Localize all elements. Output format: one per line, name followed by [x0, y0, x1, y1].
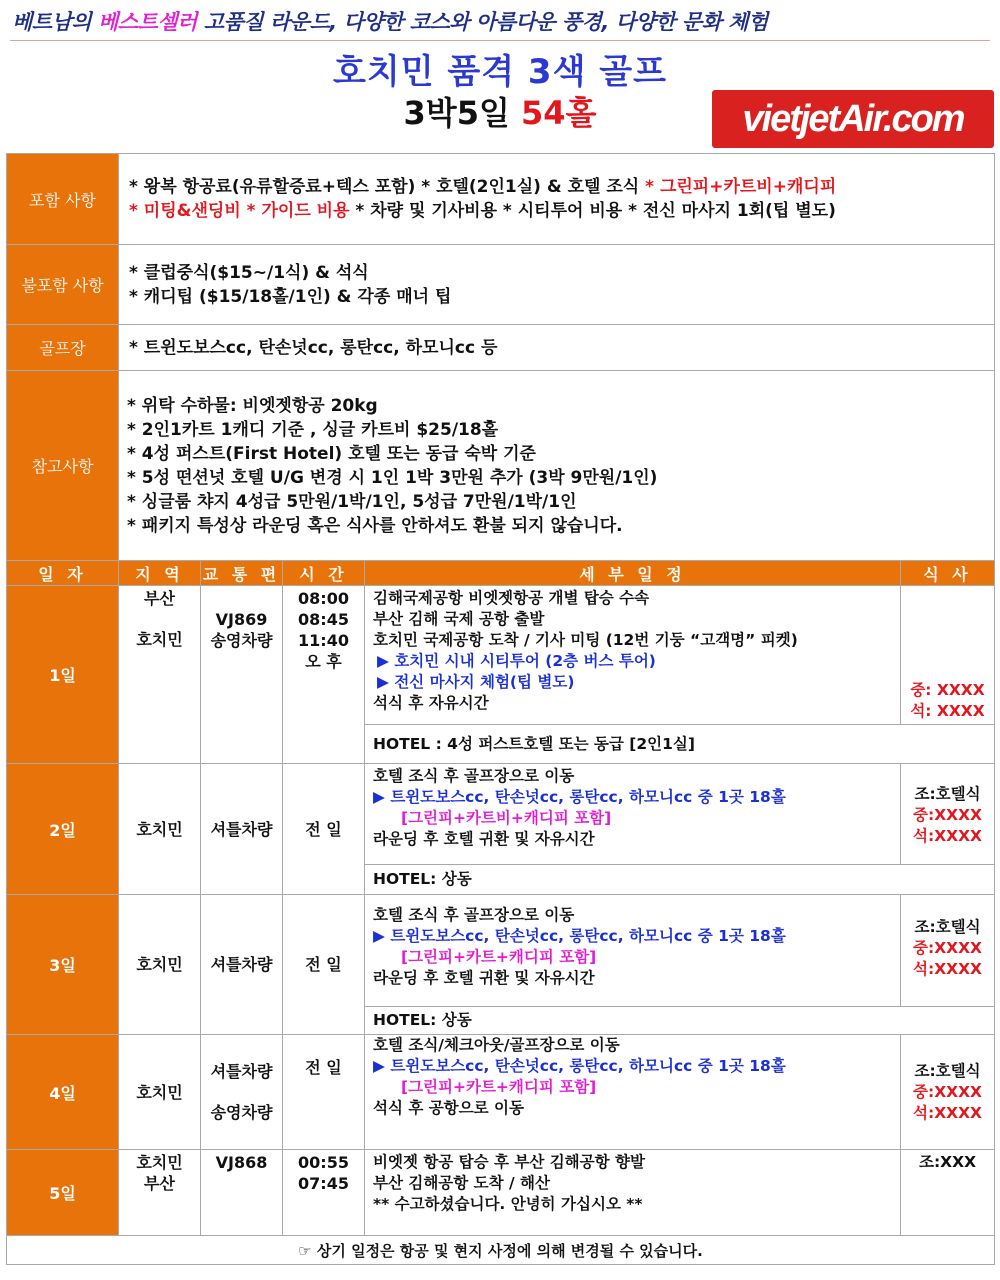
header-divider — [10, 40, 990, 41]
note-item: * 2인1카트 1캐디 기준 , 싱글 카트비 $25/18홀 — [127, 419, 499, 440]
day5-meals — [901, 1150, 995, 1236]
day2-detail-included: [그린피+카트비+캐디피 포함] — [401, 809, 612, 827]
day5-detail-line: 부산 김해공항 도착 / 해산 — [373, 1174, 550, 1192]
included-text-1: * 왕복 항공료(유류할증료+텍스 포함) * 호텔(2인1실) & 호텔 조식 — [129, 177, 646, 197]
day4-meal-breakfast: 조:호텔식 — [914, 1061, 981, 1080]
day4-time: 전 일 — [283, 1035, 365, 1150]
day3-label: 3일 — [7, 895, 119, 1035]
day4-transport — [201, 1035, 283, 1150]
day2-detail-line: 호텔 조식 후 골프장으로 이동 — [373, 767, 575, 785]
day4-region: 호치민 — [119, 1035, 201, 1150]
day1-meals — [901, 586, 995, 725]
notes-content — [119, 371, 995, 561]
itinerary-table — [6, 153, 995, 1265]
included-text-1-red: * 그린피+카트비+캐디피 — [645, 177, 837, 197]
day4-detail-line: 호텔 조식/체크아웃/골프장으로 이동 — [373, 1036, 620, 1054]
day1-region — [119, 586, 201, 764]
day4-transport-2: 송영차량 — [210, 1103, 273, 1122]
note-item: * 4성 퍼스트(First Hotel) 호텔 또는 동급 숙박 기준 — [127, 443, 536, 464]
info-row-included — [7, 154, 995, 245]
day1-time: 11:40 — [298, 631, 349, 650]
day3-region: 호치민 — [119, 895, 201, 1035]
day1-detail-line: 석식 후 자유시간 — [373, 694, 489, 712]
day3-meal-dinner: 석:XXXX — [913, 960, 983, 978]
excluded-content — [119, 245, 995, 325]
day5-region-1: 호치민 — [136, 1153, 183, 1172]
day1-details — [365, 586, 901, 725]
day4-transport-1: 셔틀차량 — [210, 1062, 273, 1081]
included-text-2: * 차량 및 기사비용 * 시티투어 비용 * 전신 마사지 1회(팁 별도) — [349, 201, 836, 221]
day5-times — [283, 1150, 365, 1236]
header-day: 일 자 — [7, 561, 119, 586]
day5-label: 5일 — [7, 1150, 119, 1236]
included-content — [119, 154, 995, 245]
included-label: 포함 사항 — [7, 154, 119, 245]
day3-details — [365, 895, 901, 1007]
day3-hotel: HOTEL: 상동 — [365, 1007, 995, 1035]
day1-meal-dinner: 석: XXXX — [910, 702, 985, 720]
note-item: * 5성 떤션넛 호텔 U/G 변경 시 1인 1박 3만원 추가 (3박 9만원/1인) — [127, 467, 658, 488]
info-row-excluded — [7, 245, 995, 325]
vietjet-logo — [712, 90, 994, 148]
subtitle-duration: 3박5일 — [403, 94, 522, 132]
day1-detail-citytour: ▶ 호치민 시내 시티투어 (2층 버스 투어) — [377, 652, 656, 670]
day3-meal-breakfast: 조:호텔식 — [914, 918, 981, 936]
schedule-header-row — [7, 561, 995, 586]
day3-meals — [901, 895, 995, 1007]
day4-detail-line: 석식 후 공항으로 이동 — [373, 1099, 524, 1117]
day1-transport-1: VJ869 — [215, 610, 268, 629]
day1-time: 오 후 — [305, 652, 342, 671]
info-row-notes — [7, 371, 995, 561]
header-region: 지 역 — [119, 561, 201, 586]
day4-meals — [901, 1035, 995, 1150]
day5-detail-line: ** 수고하셨습니다. 안녕히 가십시오 ** — [373, 1195, 643, 1213]
day3-row — [7, 895, 995, 1007]
day2-row — [7, 764, 995, 865]
golf-courses: * 트윈도보스cc, 탄손넛cc, 롱탄cc, 하모니cc 등 — [119, 325, 995, 371]
day1-meal-lunch: 중: XXXX — [910, 681, 985, 699]
day1-time: 08:45 — [298, 610, 349, 629]
day2-region: 호치민 — [119, 764, 201, 895]
header-transport: 교 통 편 — [201, 561, 283, 586]
day1-transport — [201, 586, 283, 764]
day1-region-1: 부산 — [144, 589, 175, 608]
note-item: * 위탁 수하물: 비엣젯항공 20kg — [127, 395, 378, 416]
excluded-line-2: * 캐디팁 ($15/18홀/1인) & 각종 매너 팁 — [129, 286, 452, 307]
day1-label: 1일 — [7, 586, 119, 764]
day4-details — [365, 1035, 901, 1150]
page-title: 호치민 품격 3색 골프 — [333, 52, 667, 92]
day4-detail-included: [그린피+카트+캐디피 포함] — [401, 1078, 597, 1096]
day2-detail-courses: ▶ 트윈도보스cc, 탄손넛cc, 롱탄cc, 하모니cc 중 1곳 18홀 — [373, 788, 786, 806]
day5-time: 00:55 — [298, 1153, 349, 1172]
day4-meal-dinner: 석:XXXX — [913, 1103, 983, 1122]
day4-detail-courses: ▶ 트윈도보스cc, 탄손넛cc, 롱탄cc, 하모니cc 중 1곳 18홀 — [373, 1057, 786, 1075]
day5-detail-line: 비엣젯 항공 탑승 후 부산 김해공항 향발 — [373, 1153, 645, 1171]
day5-transport: VJ868 — [201, 1150, 283, 1236]
golf-label: 골프장 — [7, 325, 119, 371]
day2-detail-line: 라운딩 후 호텔 귀환 및 자유시간 — [373, 830, 595, 848]
day2-meal-dinner: 석:XXXX — [913, 827, 983, 845]
day4-meal-lunch: 중:XXXX — [913, 1082, 983, 1101]
day4-row — [7, 1035, 995, 1150]
day2-transport: 셔틀차량 — [201, 764, 283, 895]
day3-meal-lunch: 중:XXXX — [913, 939, 983, 957]
day3-detail-included: [그린피+카트+캐디피 포함] — [401, 948, 597, 966]
info-row-golf — [7, 325, 995, 371]
day3-time: 전 일 — [283, 895, 365, 1035]
notes-label: 참고사항 — [7, 371, 119, 561]
day5-row — [7, 1150, 995, 1236]
included-line-2 — [129, 199, 984, 223]
day3-detail-line: 라운딩 후 호텔 귀환 및 자유시간 — [373, 969, 595, 987]
day3-detail-line: 호텔 조식 후 골프장으로 이동 — [373, 906, 575, 924]
day3-detail-courses: ▶ 트윈도보스cc, 탄손넛cc, 롱탄cc, 하모니cc 중 1곳 18홀 — [373, 927, 786, 945]
day2-label: 2일 — [7, 764, 119, 895]
included-line-1 — [129, 175, 984, 199]
day2-meal-breakfast: 조:호텔식 — [914, 785, 981, 803]
day1-time: 08:00 — [298, 589, 349, 608]
header-time: 시 간 — [283, 561, 365, 586]
day5-region-2: 부산 — [144, 1174, 175, 1193]
day1-detail-line: 부산 김해 국제 공항 출발 — [373, 610, 545, 628]
day2-hotel: HOTEL: 상동 — [365, 865, 995, 895]
tagline-pre: 베트남의 — [12, 10, 98, 34]
excluded-line-1: * 클럽중식($15~/1식) & 석식 — [129, 262, 369, 283]
day5-meal-breakfast: 조:XXX — [919, 1153, 977, 1171]
day3-transport: 셔틀차량 — [201, 895, 283, 1035]
note-item: * 싱글룸 챠지 4성급 5만원/1박/1인, 5성급 7만원/1박/1인 — [127, 491, 577, 512]
logo-text: vietjetAir.com — [742, 97, 964, 140]
included-text-2-red: * 미팅&샌딩비 * 가이드 비용 — [129, 201, 350, 221]
subtitle-holes: 54홀 — [521, 94, 597, 132]
day5-details — [365, 1150, 901, 1236]
tagline — [12, 6, 768, 36]
day1-detail-line: 김해국제공항 비엣젯항공 개별 탑승 수속 — [373, 589, 650, 607]
day1-detail-massage: ▶ 전신 마사지 체험(팁 별도) — [377, 673, 575, 691]
footer-row — [7, 1236, 995, 1265]
day1-transport-2: 송영차량 — [210, 631, 273, 650]
excluded-label: 불포함 사항 — [7, 245, 119, 325]
day1-detail-line: 호치민 국제공항 도착 / 기사 미팅 (12번 기둥 “고객명” 피켓) — [373, 631, 798, 649]
day2-details — [365, 764, 901, 865]
day5-time: 07:45 — [298, 1174, 349, 1193]
footer-notice: ☞ 상기 일정은 항공 및 현지 사정에 의해 변경될 수 있습니다. — [7, 1236, 995, 1265]
day4-label: 4일 — [7, 1035, 119, 1150]
day1-hotel: HOTEL : 4성 퍼스트호텔 또는 동급 [2인1실] — [365, 725, 995, 764]
header-detail: 세 부 일 정 — [365, 561, 901, 586]
day2-meal-lunch: 중:XXXX — [913, 806, 983, 824]
day1-region-2: 호치민 — [136, 630, 183, 649]
tagline-post: 고품질 라운드, 다양한 코스와 아름다운 풍경, 다양한 문화 체험 — [196, 10, 768, 34]
day2-meals — [901, 764, 995, 865]
day1-times — [283, 586, 365, 764]
day1-row — [7, 586, 995, 725]
day5-region — [119, 1150, 201, 1236]
note-item: * 패키지 특성상 라운딩 혹은 식사를 안하셔도 환불 되지 않습니다. — [127, 515, 623, 536]
header-meal: 식 사 — [901, 561, 995, 586]
tagline-highlight: 베스트셀러 — [97, 10, 197, 34]
day2-time: 전 일 — [283, 764, 365, 895]
